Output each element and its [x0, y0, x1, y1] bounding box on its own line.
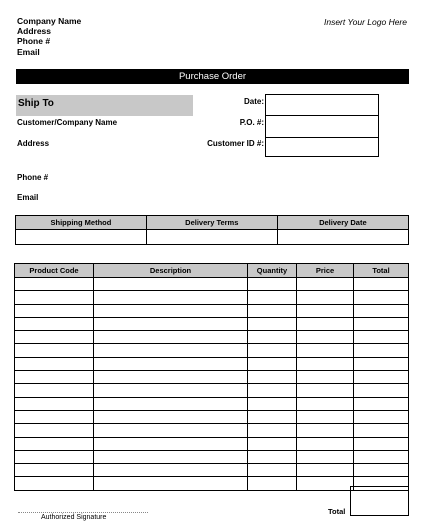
company-email: Email [17, 46, 40, 57]
line-total-cell[interactable] [354, 450, 409, 463]
quantity-header: Quantity [248, 264, 297, 278]
table-row [15, 397, 409, 410]
ship-email-label: Email [17, 193, 39, 202]
total-header: Total [354, 264, 409, 278]
description-cell[interactable] [94, 397, 248, 410]
po-number-field[interactable] [266, 116, 378, 137]
product-code-cell[interactable] [15, 464, 94, 477]
product-code-cell[interactable] [15, 384, 94, 397]
quantity-cell[interactable] [248, 397, 297, 410]
description-cell[interactable] [94, 371, 248, 384]
price-cell[interactable] [297, 344, 354, 357]
table-row [15, 450, 409, 463]
quantity-cell[interactable] [248, 424, 297, 437]
line-total-cell[interactable] [354, 464, 409, 477]
product-code-cell[interactable] [15, 450, 94, 463]
table-row [15, 344, 409, 357]
description-cell[interactable] [94, 357, 248, 370]
quantity-cell[interactable] [248, 371, 297, 384]
logo-placeholder: Insert Your Logo Here [323, 17, 407, 27]
grand-total-label: Total [328, 507, 346, 516]
product-code-cell[interactable] [15, 344, 94, 357]
table-row [15, 437, 409, 450]
price-cell[interactable] [297, 278, 354, 291]
price-cell[interactable] [297, 424, 354, 437]
line-total-cell[interactable] [354, 317, 409, 330]
customer-id-label: Customer ID #: [207, 139, 264, 148]
table-row [15, 384, 409, 397]
line-total-cell[interactable] [354, 357, 409, 370]
delivery-date-header: Delivery Date [277, 216, 408, 230]
delivery-date-cell[interactable] [277, 230, 408, 245]
price-header: Price [297, 264, 354, 278]
quantity-cell[interactable] [248, 317, 297, 330]
description-cell[interactable] [94, 464, 248, 477]
table-row [15, 317, 409, 330]
company-address: Address [17, 26, 52, 37]
quantity-cell[interactable] [248, 278, 297, 291]
line-total-cell[interactable] [354, 424, 409, 437]
line-total-cell[interactable] [354, 410, 409, 423]
table-row [15, 410, 409, 423]
product-code-cell[interactable] [15, 397, 94, 410]
table-row [15, 424, 409, 437]
line-total-cell[interactable] [354, 278, 409, 291]
shipping-method-cell[interactable] [16, 230, 147, 245]
description-cell[interactable] [94, 304, 248, 317]
description-header: Description [94, 264, 248, 278]
line-total-cell[interactable] [354, 384, 409, 397]
line-total-cell[interactable] [354, 291, 409, 304]
line-total-cell[interactable] [354, 331, 409, 344]
product-code-cell[interactable] [15, 371, 94, 384]
product-code-cell[interactable] [15, 477, 94, 490]
quantity-cell[interactable] [248, 304, 297, 317]
price-cell[interactable] [297, 317, 354, 330]
price-cell[interactable] [297, 331, 354, 344]
product-code-cell[interactable] [15, 410, 94, 423]
quantity-cell[interactable] [248, 437, 297, 450]
table-row [15, 371, 409, 384]
items-table [14, 263, 409, 491]
price-cell[interactable] [297, 384, 354, 397]
company-info [17, 16, 81, 57]
product-code-cell[interactable] [15, 317, 94, 330]
signature-label: Authorized Signature [41, 514, 107, 521]
table-row [15, 291, 409, 304]
table-row [15, 304, 409, 317]
product-code-cell[interactable] [15, 424, 94, 437]
description-cell[interactable] [94, 437, 248, 450]
line-total-cell[interactable] [354, 437, 409, 450]
product-code-cell[interactable] [15, 278, 94, 291]
shipping-table [15, 215, 409, 245]
signature-line[interactable] [18, 512, 148, 513]
price-cell[interactable] [297, 450, 354, 463]
product-code-cell[interactable] [15, 304, 94, 317]
product-code-cell[interactable] [15, 331, 94, 344]
price-cell[interactable] [297, 371, 354, 384]
shipping-method-header: Shipping Method [16, 216, 147, 230]
description-cell[interactable] [94, 331, 248, 344]
price-cell[interactable] [297, 397, 354, 410]
ship-address-label: Address [17, 139, 50, 148]
quantity-cell[interactable] [248, 410, 297, 423]
description-cell[interactable] [94, 410, 248, 423]
ship-phone-label: Phone # [17, 173, 49, 182]
description-cell[interactable] [94, 477, 248, 490]
price-cell[interactable] [297, 477, 354, 490]
delivery-terms-header: Delivery Terms [146, 216, 277, 230]
description-cell[interactable] [94, 384, 248, 397]
table-row [15, 331, 409, 344]
description-cell[interactable] [94, 424, 248, 437]
table-row [15, 357, 409, 370]
price-cell[interactable] [297, 410, 354, 423]
grand-total-field[interactable] [350, 486, 409, 516]
price-cell[interactable] [297, 437, 354, 450]
price-cell[interactable] [297, 464, 354, 477]
price-cell[interactable] [297, 304, 354, 317]
quantity-cell[interactable] [248, 331, 297, 344]
company-name: Company Name [17, 16, 82, 26]
product-code-cell[interactable] [15, 357, 94, 370]
price-cell[interactable] [297, 357, 354, 370]
quantity-cell[interactable] [248, 291, 297, 304]
quantity-cell[interactable] [248, 477, 297, 490]
price-cell[interactable] [297, 291, 354, 304]
ship-to-heading: Ship To [16, 95, 193, 116]
delivery-terms-cell[interactable] [146, 230, 277, 245]
description-cell[interactable] [94, 450, 248, 463]
document-title: Purchase Order [16, 69, 409, 84]
quantity-cell[interactable] [248, 344, 297, 357]
customer-name-label: Customer/Company Name [17, 118, 118, 127]
date-label: Date: [243, 97, 264, 106]
po-number-label: P.O. #: [239, 118, 264, 127]
product-code-header: Product Code [15, 264, 94, 278]
description-cell[interactable] [94, 317, 248, 330]
order-info-box [265, 94, 379, 157]
customer-id-field[interactable] [266, 138, 378, 158]
product-code-cell[interactable] [15, 291, 94, 304]
line-total-cell[interactable] [354, 304, 409, 317]
line-total-cell[interactable] [354, 397, 409, 410]
date-field[interactable] [266, 95, 378, 116]
quantity-cell[interactable] [248, 464, 297, 477]
table-row [15, 464, 409, 477]
description-cell[interactable] [94, 291, 248, 304]
description-cell[interactable] [94, 344, 248, 357]
description-cell[interactable] [94, 278, 248, 291]
company-phone: Phone # [17, 36, 51, 47]
quantity-cell[interactable] [248, 384, 297, 397]
line-total-cell[interactable] [354, 371, 409, 384]
line-total-cell[interactable] [354, 344, 409, 357]
quantity-cell[interactable] [248, 357, 297, 370]
product-code-cell[interactable] [15, 437, 94, 450]
quantity-cell[interactable] [248, 450, 297, 463]
table-row [15, 278, 409, 291]
